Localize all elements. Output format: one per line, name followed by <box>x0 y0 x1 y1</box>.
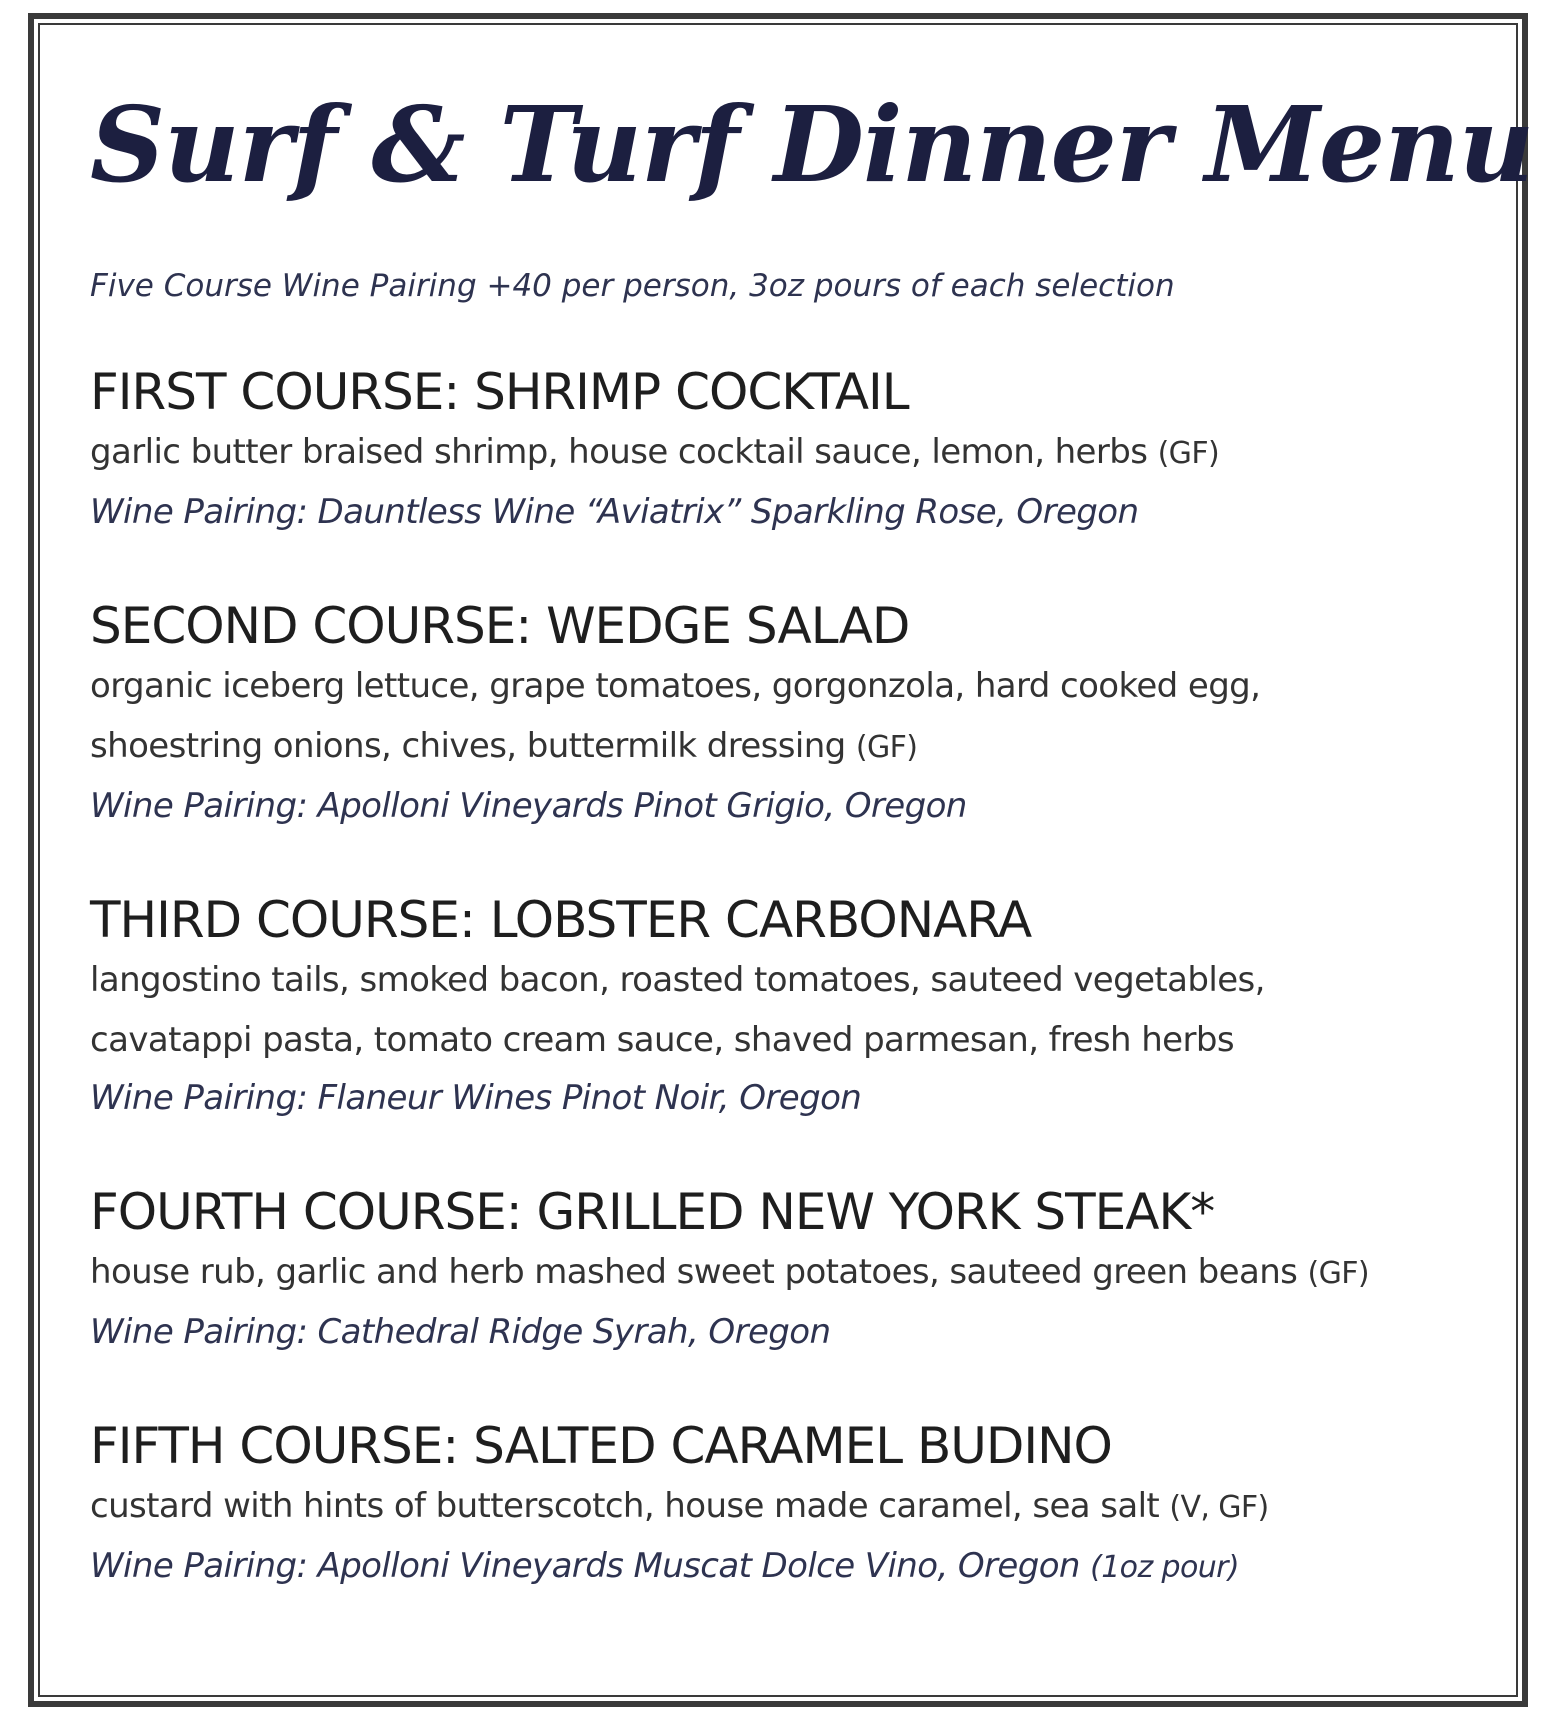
course-description-line <box>90 422 1470 484</box>
course-description-line: langostino tails, smoked bacon, roasted tomatoes, sauteed vegetables, <box>90 960 1265 1000</box>
dietary-tag: (GF) <box>1307 1256 1370 1291</box>
course-description-text: garlic butter braised shrimp, house cocktail sauce, lemon, herbs <box>90 432 1148 472</box>
course-description-line <box>90 716 1470 778</box>
course-title: FIRST COURSE: SHRIMP COCKTAIL <box>90 363 909 421</box>
course-title: SECOND COURSE: WEDGE SALAD <box>90 597 910 655</box>
dietary-tag: (V, GF) <box>1169 1490 1269 1525</box>
course-first <box>90 362 1470 540</box>
course-second <box>90 596 1470 834</box>
course-description-line: cavatappi pasta, tomato cream sauce, shaved parmesan, fresh herbs <box>90 1020 1234 1060</box>
dietary-tag: (GF) <box>1157 436 1220 471</box>
course-description-line <box>90 1476 1470 1538</box>
wine-pairing: Wine Pairing: Cathedral Ridge Syrah, Oregon <box>90 1312 831 1352</box>
course-description-text: house rub, garlic and herb mashed sweet potatoes, sauteed green beans <box>90 1252 1298 1292</box>
menu-subtitle: Five Course Wine Pairing +40 per person, 3oz pours of each selection <box>90 268 1175 304</box>
menu-title: Surf & Turf Dinner Menu <box>90 83 1534 206</box>
course-title: FOURTH COURSE: GRILLED NEW YORK STEAK* <box>90 1183 1215 1241</box>
dietary-tag: (GF) <box>855 730 918 765</box>
course-third <box>90 890 1470 1126</box>
wine-pairing: Wine Pairing: Dauntless Wine “Aviatrix” Sparkling Rose, Oregon <box>90 492 1139 532</box>
course-fourth <box>90 1182 1470 1360</box>
course-description-text: shoestring onions, chives, buttermilk dressing <box>90 726 846 766</box>
course-description-line: organic iceberg lettuce, grape tomatoes, gorgonzola, hard cooked egg, <box>90 666 1261 706</box>
wine-pairing: Wine Pairing: Flaneur Wines Pinot Noir, Oregon <box>90 1078 862 1118</box>
course-description-text: custard with hints of butterscotch, house made caramel, sea salt <box>90 1486 1160 1526</box>
course-title: FIFTH COURSE: SALTED CARAMEL BUDINO <box>90 1417 1112 1475</box>
course-description-line <box>90 1242 1470 1304</box>
course-title: THIRD COURSE: LOBSTER CARBONARA <box>90 891 1032 949</box>
wine-pairing: Wine Pairing: Apolloni Vineyards Muscat Dolce Vino, Oregon <box>90 1546 1080 1586</box>
course-fifth <box>90 1416 1470 1596</box>
pour-note: (1oz pour) <box>1090 1550 1239 1585</box>
menu-content <box>90 70 1534 1596</box>
wine-pairing: Wine Pairing: Apolloni Vineyards Pinot Grigio, Oregon <box>90 786 967 826</box>
wine-pairing-line <box>90 1538 1470 1596</box>
